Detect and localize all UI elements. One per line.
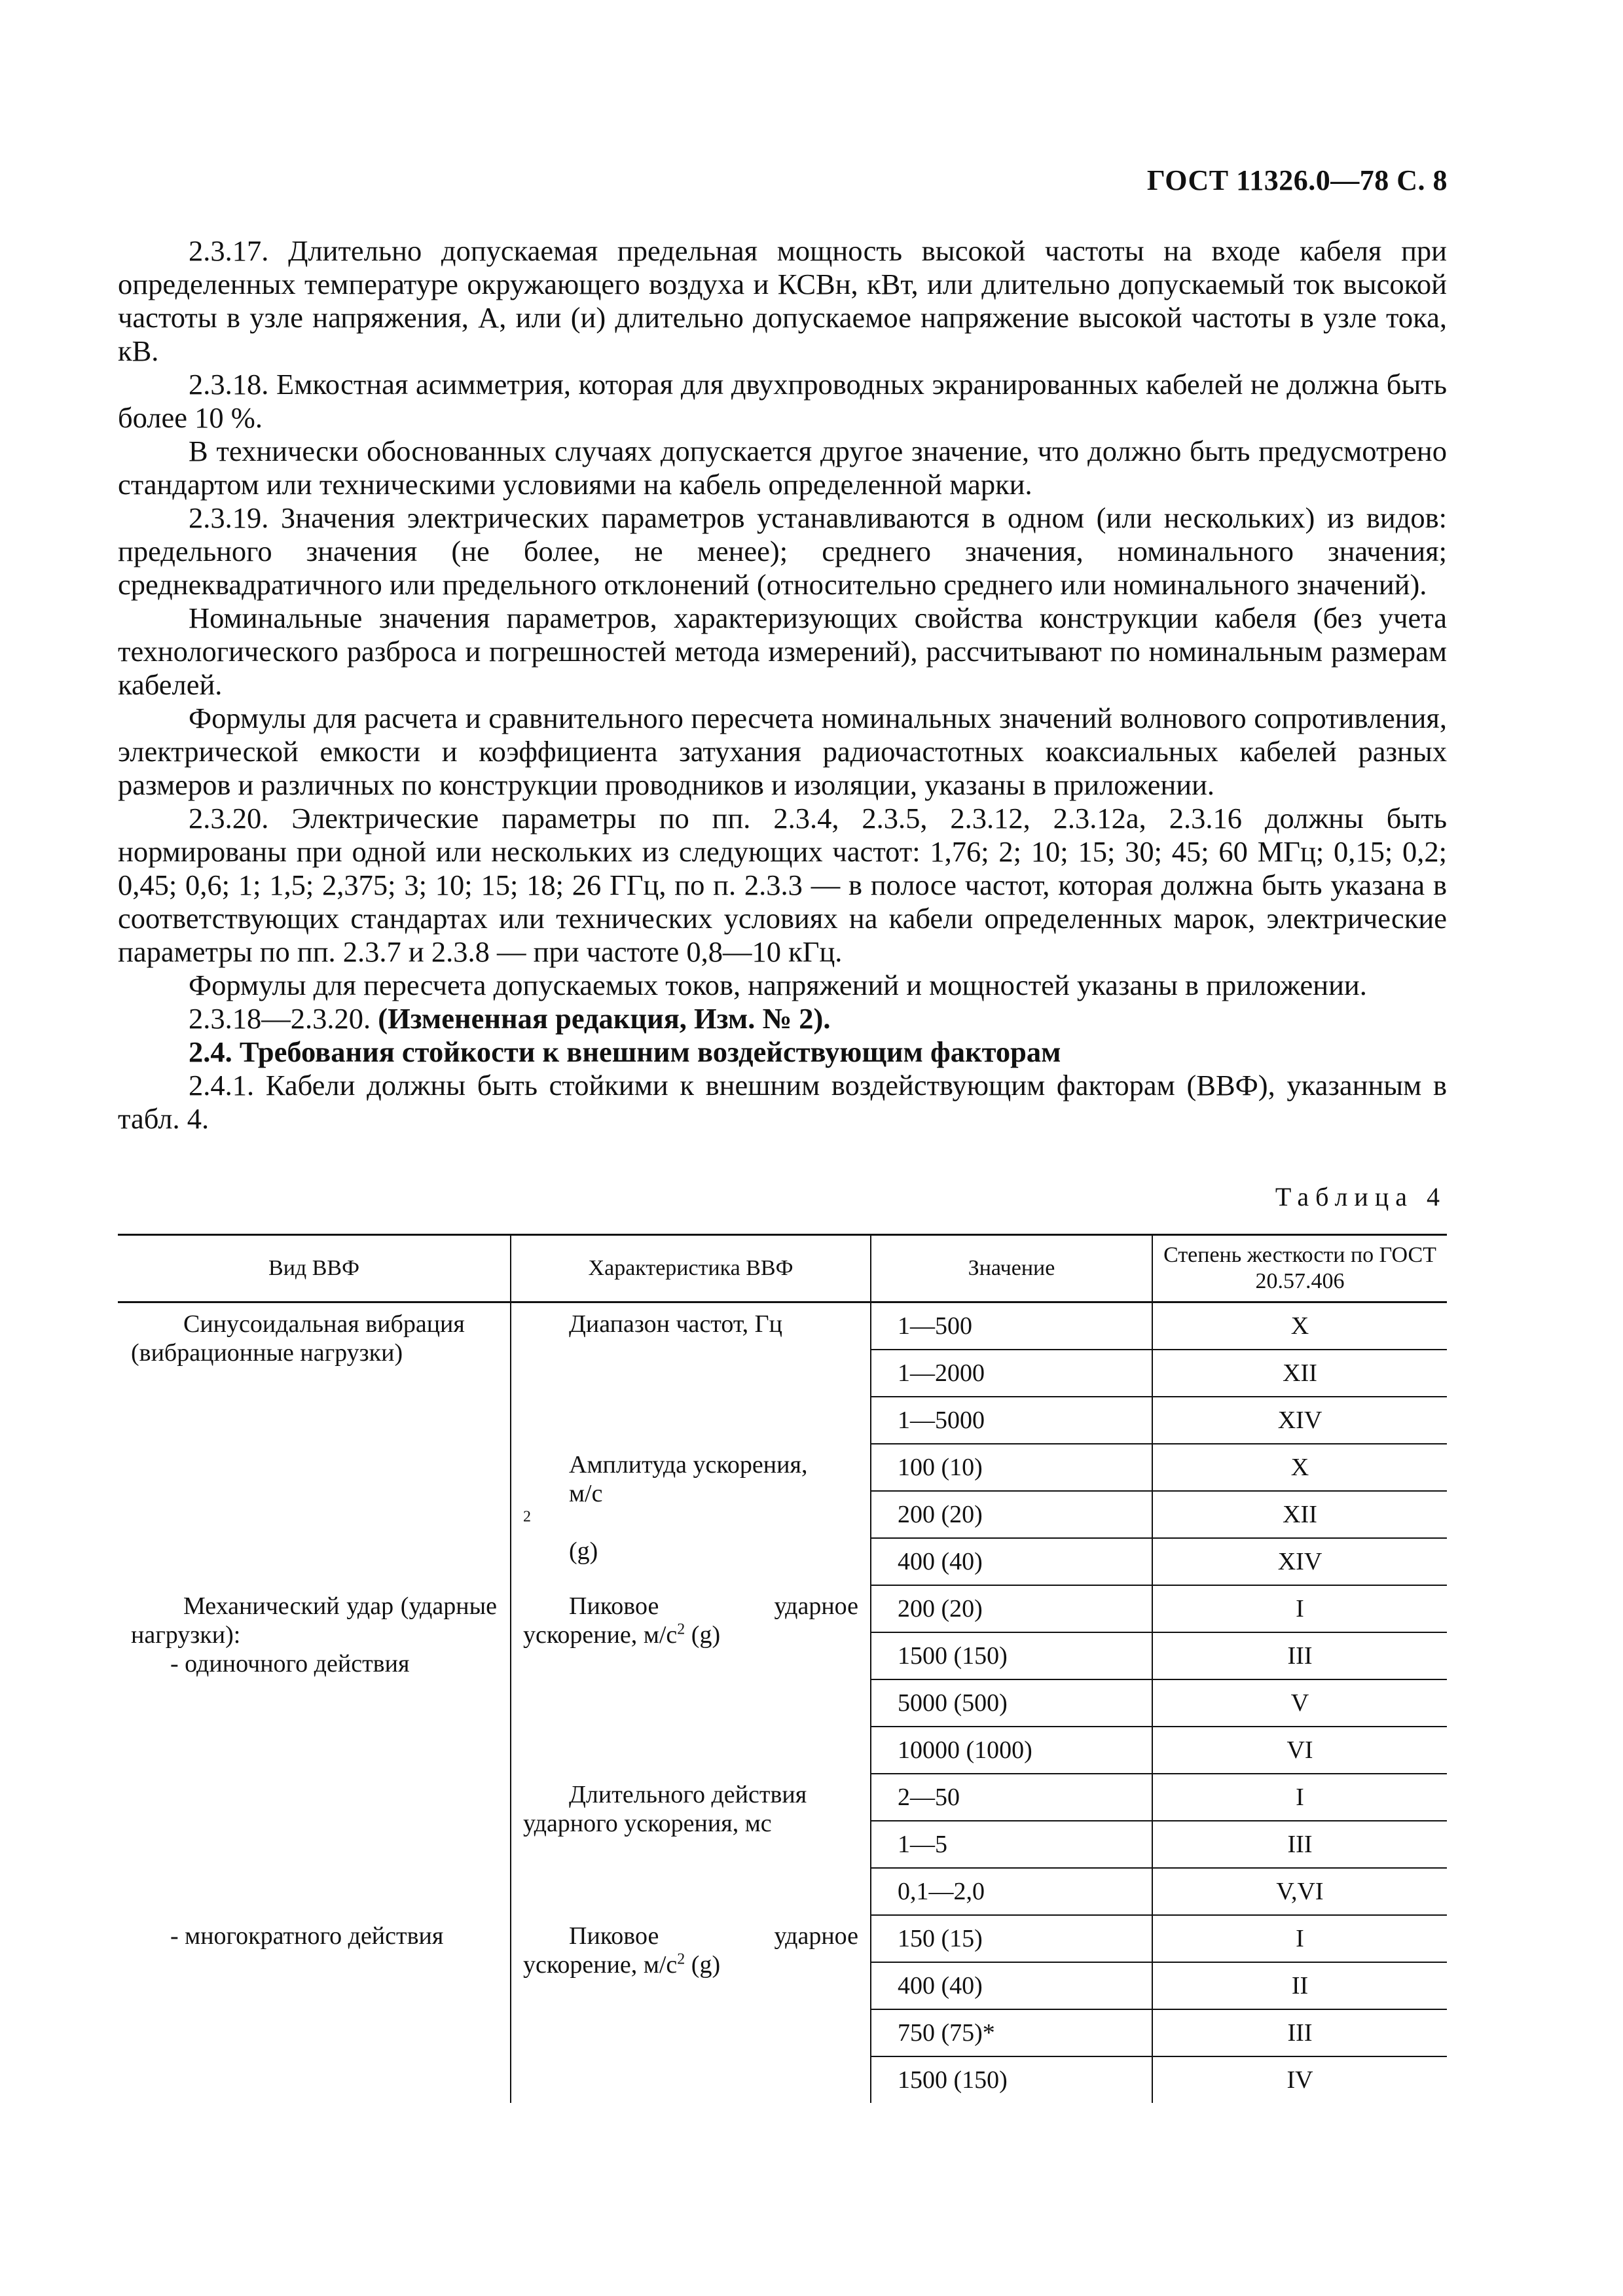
unit-sup: 2 — [677, 1950, 685, 1968]
paragraph-exception: В технически обоснованных случаях допускается другое значение, что должно быть предусмотрено стандартом или техническими условиями на кабель определенной марки. — [118, 435, 1447, 501]
vid-sinus-line1: Синусоидальная вибрация — [183, 1310, 465, 1338]
vid-mechanical-line1: Механический удар (ударные нагрузки): — [131, 1592, 497, 1649]
cell-value: 1—5000 — [871, 1397, 1152, 1444]
char-peak-multi-line1: Пиковое ударное ускорение, — [523, 1922, 858, 1979]
header-degree: Степень жесткости по ГОСТ 20.57.406 — [1152, 1235, 1447, 1302]
cell-degree: VI — [1152, 1727, 1447, 1774]
table-row — [118, 1302, 1447, 1350]
cell-value: 400 (40) — [871, 1962, 1152, 2009]
cell-value: 1—500 — [871, 1302, 1152, 1350]
body-text — [118, 234, 1447, 1136]
unit-sup: 2 — [677, 1621, 685, 1638]
cell-degree: XII — [1152, 1491, 1447, 1538]
header-char: Характеристика ВВФ — [511, 1235, 871, 1302]
cell-value: 2—50 — [871, 1774, 1152, 1821]
paragraph-2-3-17: 2.3.17. Длительно допускаемая предельная мощность высокой частоты на входе кабеля при определенных температуре окружающего воздуха и КСВн, кВт, или длительно допускаемый ток высокой частоты в узле напряжения, А, или (и) длительно допускаемое напряжение высокой частоты в узле тока, кВ. — [118, 234, 1447, 367]
char-peak — [511, 1585, 871, 1774]
vid-sinus — [118, 1302, 511, 1586]
unit-text: м/с — [637, 1621, 678, 1649]
paragraph-2-3-19: 2.3.19. Значения электрических параметров устанавливаются в одном (или нескольких) из видов: предельного значения (не более, не менее); среднего значения, номинального значения; среднеквадратичного или предельного отклонений (относительно среднего или номинального значений). — [118, 501, 1447, 601]
char-duration-line2: ударного ускорения, мс — [523, 1810, 772, 1837]
cell-value: 1—5 — [871, 1821, 1152, 1868]
cell-degree: I — [1152, 1585, 1447, 1632]
char-freq-text: Диапазон частот, Гц — [569, 1310, 782, 1338]
table-4 — [118, 1234, 1447, 2103]
paragraph-2-3-20: 2.3.20. Электрические параметры по пп. 2.3.4, 2.3.5, 2.3.12, 2.3.12а, 2.3.16 должны быть нормированы при одной или нескольких из следующих частот: 1,76; 2; 10; 15; 30; 45; 60 МГц; 0,15; 0,2; 0,45; 0,6; 1; 1,5; 2,375; 3; 10; 15; 18; 26 ГГц, по п. 2.3.3 — в полосе частот, которая должна быть указана в соответствующих стандартах или технических условиях на кабели определенных марок, электрические параметры по пп. 2.3.7 и 2.3.8 — при частоте 0,8—10 кГц. — [118, 802, 1447, 968]
cell-value: 1500 (150) — [871, 2056, 1152, 2103]
paragraph-formulas: Формулы для расчета и сравнительного пересчета номинальных значений волнового сопротивления, электрической емкости и коэффициента затухания радиочастотных коаксиальных кабелей разных размеров и различных по конструкции проводников и изоляции, указаны в приложении. — [118, 702, 1447, 801]
cell-value: 1500 (150) — [871, 1632, 1152, 1679]
char-peak-text — [523, 1592, 858, 1649]
amendment-prefix: 2.3.18—2.3.20. — [189, 1002, 378, 1035]
cell-value: 750 (75)* — [871, 2009, 1152, 2056]
unit-suffix: (g) — [569, 1537, 598, 1565]
char-peak-multi-text — [523, 1922, 858, 1979]
section-heading: 2.4. Требования стойкости к внешним воздействующим факторам — [189, 1035, 1061, 1068]
cell-degree: II — [1152, 1962, 1447, 2009]
cell-degree: I — [1152, 1774, 1447, 1821]
cell-value: 200 (20) — [871, 1585, 1152, 1632]
cell-degree: V,VI — [1152, 1868, 1447, 1915]
char-peak-line1: Пиковое ударное ускорение, — [523, 1592, 858, 1649]
char-amplitude-line1: Амплитуда ускорения, — [569, 1451, 808, 1479]
cell-degree: X — [1152, 1302, 1447, 1350]
char-amplitude — [511, 1444, 871, 1585]
char-amplitude-text — [523, 1450, 858, 1566]
unit-suffix: (g) — [685, 1951, 721, 1979]
vid-multiple-text: - многократного действия — [170, 1922, 444, 1950]
cell-degree: III — [1152, 1632, 1447, 1679]
header-value: Значение — [871, 1235, 1152, 1302]
page-header: ГОСТ 11326.0—78 С. 8 — [1146, 164, 1448, 196]
table-row — [118, 1585, 1447, 1632]
vid-multiple — [118, 1915, 511, 2103]
table-row — [118, 1915, 1447, 1962]
cell-value: 0,1—2,0 — [871, 1868, 1152, 1915]
cell-value: 200 (20) — [871, 1491, 1152, 1538]
cell-degree: X — [1152, 1444, 1447, 1491]
table-caption: Таблица 4 — [1275, 1182, 1446, 1211]
unit-text: м/с — [569, 1480, 603, 1507]
cell-degree: I — [1152, 1915, 1447, 1962]
cell-value: 150 (15) — [871, 1915, 1152, 1962]
cell-value: 400 (40) — [871, 1538, 1152, 1585]
paragraph-formulas-currents: Формулы для пересчета допускаемых токов, напряжений и мощностей указаны в приложении. — [189, 969, 1367, 1001]
char-freq — [511, 1302, 871, 1444]
char-peak-multi — [511, 1915, 871, 2103]
vid-mechanical — [118, 1585, 511, 1915]
char-amplitude-unit — [523, 1479, 858, 1566]
cell-degree: XIV — [1152, 1538, 1447, 1585]
paragraph-2-3-18: 2.3.18. Емкостная асимметрия, которая для двухпроводных экранированных кабелей не должна быть более 10 %. — [118, 368, 1447, 434]
cell-degree: XIV — [1152, 1397, 1447, 1444]
header-vid: Вид ВВФ — [118, 1235, 511, 1302]
paragraph-nominal-values: Номинальные значения параметров, характеризующих свойства конструкции кабеля (без учета технологического разброса и погрешностей метода измерений), рассчитывают по номинальным размерам кабелей. — [118, 601, 1447, 701]
vid-mechanical-single: - одиночного действия — [170, 1650, 410, 1677]
unit-text: м/с — [637, 1951, 678, 1979]
amendment-note — [118, 1002, 1447, 1035]
unit-suffix: (g) — [685, 1621, 721, 1649]
cell-value: 1—2000 — [871, 1350, 1152, 1397]
amendment-bold: (Измененная редакция, Изм. № 2). — [378, 1002, 831, 1035]
cell-value: 5000 (500) — [871, 1679, 1152, 1727]
cell-value: 100 (10) — [871, 1444, 1152, 1491]
cell-degree: XII — [1152, 1350, 1447, 1397]
cell-degree: III — [1152, 1821, 1447, 1868]
cell-value: 10000 (1000) — [871, 1727, 1152, 1774]
char-duration — [511, 1774, 871, 1915]
cell-degree: V — [1152, 1679, 1447, 1727]
cell-degree: III — [1152, 2009, 1447, 2056]
unit-sup: 2 — [523, 1508, 531, 1526]
vid-sinus-line2: (вибрационные нагрузки) — [131, 1339, 403, 1367]
cell-degree: IV — [1152, 2056, 1447, 2103]
table-header-row — [118, 1235, 1447, 1302]
char-duration-line1: Длительного действия — [569, 1781, 807, 1808]
paragraph-2-4-1: 2.4.1. Кабели должны быть стойкими к внешним воздействующим факторам (ВВФ), указанным в табл. 4. — [118, 1069, 1447, 1135]
